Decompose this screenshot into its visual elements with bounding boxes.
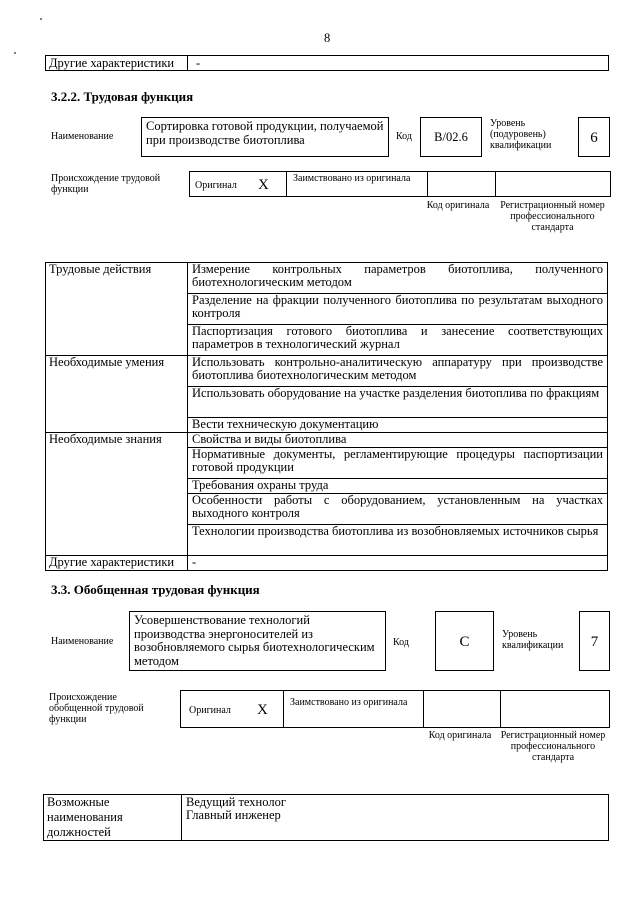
name-label: Наименование [51, 131, 114, 142]
other-value: - [188, 556, 608, 571]
action-item: Разделение на фракции полученного биотоплива по результатам выходного контроля [188, 294, 608, 325]
level-label: Уровень (подуровень) квалификации [490, 118, 552, 151]
row-label-other: Другие характеристики [46, 556, 188, 571]
function-name-box: Сортировка готовой продукции, получаемой при производстве биотоплива [141, 117, 389, 157]
original-label: Оригинал [195, 180, 237, 191]
origin-label: Происхождение обобщенной трудовой функции [49, 692, 144, 725]
positions-table [43, 794, 609, 841]
original-mark: X [258, 177, 269, 193]
divider [283, 691, 284, 727]
name-label: Наименование [51, 636, 114, 647]
divider [423, 691, 424, 727]
knowledge-item: Особенности работы с оборудованием, установленным на участках выходного контроля [188, 494, 608, 525]
divider [495, 172, 496, 196]
position-item: Главный инженер [186, 808, 281, 822]
action-item: Паспортизация готового биотоплива и занесение соответствующих параметров в технологический журнал [188, 325, 608, 356]
origin-table [180, 690, 610, 728]
origin-table [189, 171, 611, 197]
scan-speck [40, 18, 42, 20]
original-mark: X [257, 702, 268, 718]
level-label: Уровень квалификации [502, 629, 564, 651]
borrowed-label: Заимствовано из оригинала [293, 173, 411, 184]
knowledge-item: Технологии производства биотоплива из возобновляемых источников сырья [188, 525, 608, 556]
top-other-value: - [196, 56, 201, 70]
knowledge-item: Требования охраны труда [188, 479, 608, 494]
divider [187, 56, 188, 70]
original-label: Оригинал [189, 705, 231, 716]
code-value-box: C [435, 611, 494, 671]
knowledge-item: Нормативные документы, регламентирующие процедуры паспортизации готовой продукции [188, 448, 608, 479]
page-number: 8 [324, 31, 331, 45]
function-details-table [45, 262, 608, 571]
level-value-box: 7 [579, 611, 610, 671]
skill-item: Использовать оборудование на участке разделения биотоплива по фракциям [188, 387, 608, 418]
skill-item: Вести техническую документацию [188, 418, 608, 433]
section-322-heading: 3.2.2. Трудовая функция [51, 89, 194, 104]
section-33-heading: 3.3. Обобщенная трудовая функция [51, 582, 260, 597]
divider [427, 172, 428, 196]
top-other-label: Другие характеристики [49, 56, 175, 70]
registration-caption: Регистрационный номер профессионального стандарта [500, 730, 606, 763]
code-value-box: B/02.6 [420, 117, 482, 157]
code-label: Код [396, 131, 412, 142]
code-original-caption: Код оригинала [426, 200, 490, 211]
position-item: Ведущий технолог [186, 795, 286, 809]
level-value-box: 6 [578, 117, 610, 157]
code-original-caption: Код оригинала [428, 730, 492, 741]
scan-speck [14, 52, 16, 54]
row-label-actions: Трудовые действия [46, 263, 188, 356]
borrowed-label: Заимствовано из оригинала [290, 697, 408, 708]
origin-label: Происхождение трудовой функции [51, 173, 161, 195]
knowledge-item: Свойства и виды биотоплива [188, 433, 608, 448]
code-label: Код [393, 637, 409, 648]
positions-label: Возможные наименования должностей [44, 795, 182, 841]
divider [286, 172, 287, 196]
action-item: Измерение контрольных параметров биотоплива, полученного биотехнологическим методом [188, 263, 608, 294]
row-label-knowledge: Необходимые знания [46, 433, 188, 556]
divider [500, 691, 501, 727]
registration-caption: Регистрационный номер профессионального стандарта [500, 200, 605, 233]
skill-item: Использовать контрольно-аналитическую аппаратуру при производстве биотоплива биотехнологическим методом [188, 356, 608, 387]
row-label-skills: Необходимые умения [46, 356, 188, 433]
generalized-function-name-box: Усовершенствование технологий производства энергоносителей из возобновляемого сырья биотехнологическим методом [129, 611, 386, 671]
top-other-characteristics-row [45, 55, 609, 71]
